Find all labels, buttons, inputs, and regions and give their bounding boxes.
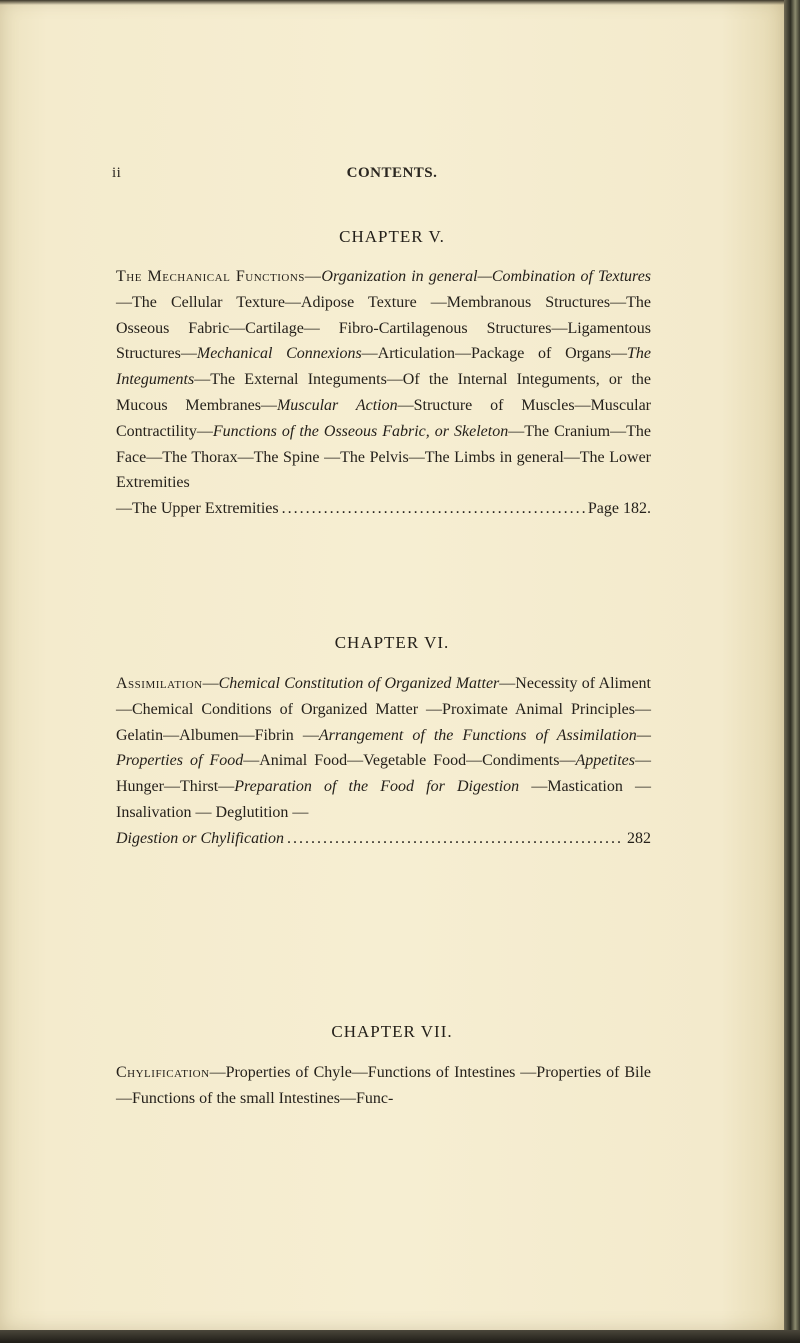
summary-segment: —Structure of Muscles—Muscular Contractility— [116, 396, 652, 440]
chapter-title: CHAPTER V. [339, 227, 445, 246]
page-bottom-edge [0, 1330, 800, 1343]
chapter-summary [116, 1060, 651, 1112]
chapter-title: CHAPTER VII. [331, 1022, 453, 1041]
page-reference: 282 [627, 829, 651, 847]
chapter-lead-word: Chylification [116, 1064, 210, 1081]
summary-last-line: —The Upper Extremities [116, 500, 279, 518]
summary-segment: —The External Integuments—Of the Internal Integuments, or the Mucous Membranes— [116, 371, 651, 414]
summary-segment: —Mastication — Insalivation — Deglutition — [116, 778, 652, 821]
summary-segment: Mechanical Connexions [196, 345, 362, 363]
chapter-lead-word: Assimilation [116, 675, 203, 692]
summary-segment: —Articulation—Package of Organs— [361, 345, 627, 363]
summary-segment: —The Cranium—The Face—The Thorax—The Spine —The Pelvis—The Limbs in general—The Lower Extremities [116, 422, 651, 492]
chapter-summary [116, 671, 651, 852]
page-reference-line [116, 826, 651, 852]
summary-segment: —Properties of Chyle—Functions of Intestines —Properties of Bile—Functions of the small Intestines—Func- [116, 1064, 651, 1107]
summary-segment: Arrangement of the Functions of Assimilation—Properties of Food [116, 726, 651, 770]
running-head [0, 165, 784, 189]
summary-segment: —Animal Food—Vegetable Food—Condiments— [243, 752, 576, 770]
dot-leader [287, 826, 624, 852]
dot-leader [282, 496, 585, 522]
summary-segment: —Necessity of Aliment—Chemical Conditions of Organized Matter —Proximate Animal Principles—Gelatin—Albumen—Fibrin — [116, 675, 651, 744]
page-reference: Page 182. [587, 500, 651, 518]
page-folio: ii [112, 165, 122, 181]
summary-segment: Organization in general—Combination of Textures [321, 268, 652, 285]
running-head-title: CONTENTS. [346, 165, 438, 181]
chapter-lead-word: The Mechanical [116, 268, 231, 285]
summary-segment: —Hunger—Thirst— [116, 752, 652, 796]
chapter-summary [116, 264, 651, 522]
summary-text [116, 268, 651, 491]
page-reference-line [116, 496, 651, 522]
summary-segment: —The Cellular Texture—Adipose Texture —Membranous Structures—The Osseous Fabric—Cartilage— Fibro-Cartilagenous Structures—Ligamentous Structures— [116, 293, 651, 363]
summary-segment: Functions— [230, 268, 322, 285]
summary-segment: Muscular Action [276, 396, 398, 414]
page-right-edge [784, 0, 800, 1343]
summary-last-line: Digestion or Chylification [116, 829, 284, 847]
summary-segment: Appetites [575, 752, 636, 770]
summary-text [116, 675, 651, 821]
chapter-title: CHAPTER VI. [334, 633, 450, 652]
page-top-edge [0, 0, 784, 5]
summary-segment: Chemical Constitution of Organized Matter [218, 675, 500, 692]
summary-segment: Functions of the Osseous Fabric, or Skeleton [212, 422, 509, 440]
summary-segment: The Integuments [116, 345, 651, 389]
summary-segment: — [202, 675, 219, 692]
summary-segment: Preparation of the Food for Digestion [234, 778, 520, 796]
